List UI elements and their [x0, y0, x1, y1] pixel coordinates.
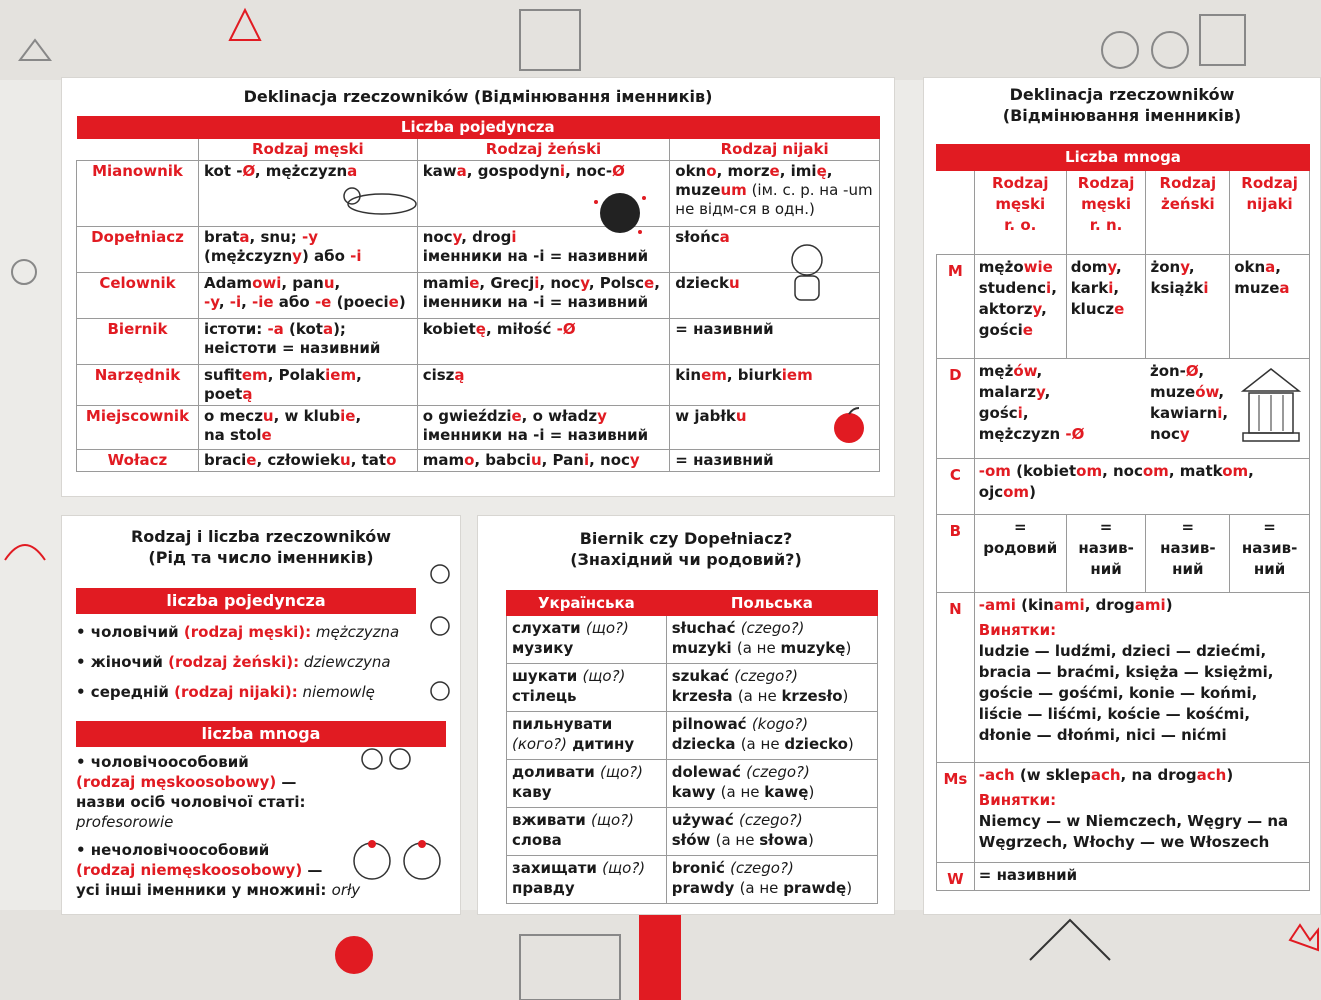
cell: kot -Ø, mężczyzna [198, 161, 417, 227]
polish-cell: dolewać (czego?) kawy (а не kawę) [666, 760, 877, 808]
cat-icon [342, 178, 422, 218]
plural-table [936, 144, 1310, 891]
cell: mamo, babciu, Pani, nocy [417, 450, 670, 472]
cell: Adamowi, panu, -y, -i, -ie або -e (poecie) [198, 273, 417, 319]
cell: okno, morze, imię, muzeum (ім. с. р. на -um не відм-ся в одн.) [670, 161, 880, 227]
table-row [507, 760, 878, 808]
singular-declension-card [62, 78, 894, 496]
table-row [77, 406, 880, 450]
cell: nocy, drogi іменники на -i = називний [417, 227, 670, 273]
header-masculine-personal: Rodzaj męski r. o. [974, 171, 1066, 255]
case-label: N [937, 593, 975, 763]
plural-bar: liczba mnoga [76, 721, 446, 747]
cell: okna, muzea [1230, 255, 1310, 359]
biernik-table [506, 590, 878, 904]
cell: żon-Ø, muzeów, kawiarni, nocy [1146, 359, 1310, 459]
polish-cell: szukać (czego?) krzesła (а не krzesło) [666, 664, 877, 712]
case-label: B [937, 515, 975, 593]
cell: ciszą [417, 365, 670, 406]
boys-icon [352, 741, 422, 811]
table-row [77, 273, 880, 319]
polish-cell: słuchać (czego?) muzyki (а не muzykę) [666, 616, 877, 664]
table-row [507, 616, 878, 664]
night-ball-icon [590, 188, 650, 238]
list-item: • чоловічий (rodzaj męski): mężczyzna [76, 623, 400, 641]
band-label: Liczba mnoga [937, 145, 1310, 171]
cell: żony, książki [1146, 255, 1230, 359]
cell: w jabłku [670, 406, 880, 450]
case-label: Miejscownik [77, 406, 199, 450]
band-label: Liczba pojedyncza [77, 117, 880, 139]
cell: = родовий [974, 515, 1066, 593]
singular-bar: liczba pojedyncza [76, 588, 416, 614]
ukrainian-cell: слухати (що?) музику [507, 616, 667, 664]
cell: mężowie studenci, aktorzy, goście [974, 255, 1066, 359]
table-row [937, 515, 1310, 593]
apple-doodle-icon [336, 937, 372, 973]
polish-cell: używać (czego?) słów (а не słowa) [666, 808, 877, 856]
polish-cell: bronić (czego?) prawdy (а не prawdę) [666, 856, 877, 904]
cell: bracie, człowieku, tato [198, 450, 417, 472]
header-masculine-nonpersonal: Rodzaj męski r. n. [1066, 171, 1146, 255]
cell: słońca [670, 227, 880, 273]
cell: -om (kobietom, nocom, matkom, ojcom) [974, 459, 1309, 515]
table-row [937, 593, 1310, 763]
table-row [77, 365, 880, 406]
header-masculine: Rodzaj męski [198, 139, 417, 161]
header-row [77, 139, 880, 161]
list-item: • середній (rodzaj nijaki): niemowlę [76, 683, 375, 701]
table-band-row [77, 117, 880, 139]
card-title: Rodzaj i liczba rzeczowników (Рід та число іменників) [130, 527, 392, 567]
castle-doodle-icon [520, 935, 620, 1000]
cell: -ach (w sklepach, na drogach) Винятки: Niemcy — w Niemczech, Węgry — na Węgrzech, Włochy — we Włoszech [974, 763, 1309, 863]
tree-doodle-icon [20, 40, 50, 60]
castle-doodle-icon [520, 10, 580, 70]
table-row [77, 450, 880, 472]
cell: sufitem, Polakiem, poetą [198, 365, 417, 406]
table-row [937, 863, 1310, 891]
list-item: • чоловічоособовий (rodzaj męskoosobowy) — назви осіб чоловічої статі: profesorowie [76, 753, 306, 831]
child-icon [782, 242, 832, 312]
plural-declension-card [924, 78, 1320, 914]
ukrainian-cell: захищати (що?) правду [507, 856, 667, 904]
singular-table [76, 116, 880, 472]
table-row [937, 459, 1310, 515]
table-row [77, 161, 880, 227]
polish-cell: pilnować (kogo?) dziecka (а не dziecko) [666, 712, 877, 760]
cell: = називний [974, 863, 1309, 891]
ukrainian-cell: шукати (що?) стілець [507, 664, 667, 712]
list-item: • нечоловічоособовий (rodzaj niemęskoosobowy) — усі інші іменники у множині: orły [76, 841, 361, 899]
table-row [507, 808, 878, 856]
list-item: • жіночий (rodzaj żeński): dziewczyna [76, 653, 391, 671]
table-row [77, 319, 880, 365]
exceptions-label: Винятки: [978, 791, 1057, 809]
header-ukrainian: Українська [507, 591, 667, 616]
table-row [937, 359, 1310, 459]
cell: mamie, Grecji, nocy, Polsce, іменники на -i = називний [417, 273, 670, 319]
exceptions-label: Винятки: [978, 621, 1057, 639]
cell: brata, snu; -y (mężczyzny) або -i [198, 227, 417, 273]
coin-doodle-icon [12, 260, 36, 284]
ukrainian-cell: вживати (що?) слова [507, 808, 667, 856]
cell: o gwieździe, o władzy іменники на -i = називний [417, 406, 670, 450]
case-label: D [937, 359, 975, 459]
cell: = назив- ний [1230, 515, 1310, 593]
cell: o meczu, w klubie, na stole [198, 406, 417, 450]
case-label: Celownik [77, 273, 199, 319]
table-row [507, 856, 878, 904]
cell: = назив- ний [1146, 515, 1230, 593]
header-feminine: Rodzaj żeński [1146, 171, 1230, 255]
apple-icon [831, 406, 867, 444]
table-band-row [937, 145, 1310, 171]
case-label: Ms [937, 763, 975, 863]
cell: mężów, malarzy, gości, mężczyzn -Ø [974, 359, 1146, 459]
ukrainian-cell: пильнувати (кого?) дитину [507, 712, 667, 760]
case-label: Mianownik [77, 161, 199, 227]
cell: kobietę, miłość -Ø [417, 319, 670, 365]
eagles-icon [347, 836, 447, 886]
people-figures-icon [420, 556, 460, 716]
tower-doodle-icon [640, 915, 680, 1000]
cell: kinem, biurkiem [670, 365, 880, 406]
cell: істоти: -a (kota); неістоти = називний [198, 319, 417, 365]
ukrainian-cell: доливати (що?) каву [507, 760, 667, 808]
case-label: Biernik [77, 319, 199, 365]
tree-doodle-icon [230, 10, 260, 40]
bicycle-wheel-icon [1102, 32, 1138, 68]
cell: kawa, gospodyni, noc-Ø [417, 161, 670, 227]
case-label: M [937, 255, 975, 359]
card-title: Biernik czy Dopełniacz? (Знахідний чи родовий?) [570, 529, 802, 569]
eagle-doodle-icon [5, 545, 45, 560]
crown-doodle-icon [1290, 925, 1318, 950]
bicycle-wheel-icon [1152, 32, 1188, 68]
table-row [507, 664, 878, 712]
header-neuter: Rodzaj nijaki [670, 139, 880, 161]
cell: dziecku [670, 273, 880, 319]
card-title: Deklinacja rzeczowników (Відмінювання іменників) [243, 87, 713, 106]
table-row [77, 227, 880, 273]
header-polish: Польська [666, 591, 877, 616]
table-row [937, 255, 1310, 359]
cell: = називний [670, 319, 880, 365]
cell: = назив- ний [1066, 515, 1146, 593]
gender-number-card [62, 516, 460, 914]
case-label: Wołacz [77, 450, 199, 472]
table-row [507, 712, 878, 760]
case-label: C [937, 459, 975, 515]
header-row [937, 171, 1310, 255]
header-row [507, 591, 878, 616]
cell: domy, karki, klucze [1066, 255, 1146, 359]
card-title: Deklinacja rzeczowników (Відмінювання іменників) [1002, 85, 1242, 125]
mountain-doodle-icon [1030, 920, 1110, 960]
monument-doodle-icon [1200, 15, 1245, 65]
case-label: W [937, 863, 975, 891]
cell: -ami (kinami, drogami) Винятки: ludzie — ludźmi, dzieci — dziećmi, bracia — braćmi, księża — księżmi, goście — gośćmi, konie — końmi, liście — liśćmi, koście — kośćmi, dłonie — dłońmi, nici — nićmi [974, 593, 1309, 763]
header-neuter: Rodzaj nijaki [1230, 171, 1310, 255]
case-label: Dopełniacz [77, 227, 199, 273]
cell: = називний [670, 450, 880, 472]
table-row [937, 763, 1310, 863]
header-feminine: Rodzaj żeński [417, 139, 670, 161]
biernik-dopelniacz-card [478, 516, 894, 914]
museum-icon [1239, 365, 1303, 445]
case-label: Narzędnik [77, 365, 199, 406]
